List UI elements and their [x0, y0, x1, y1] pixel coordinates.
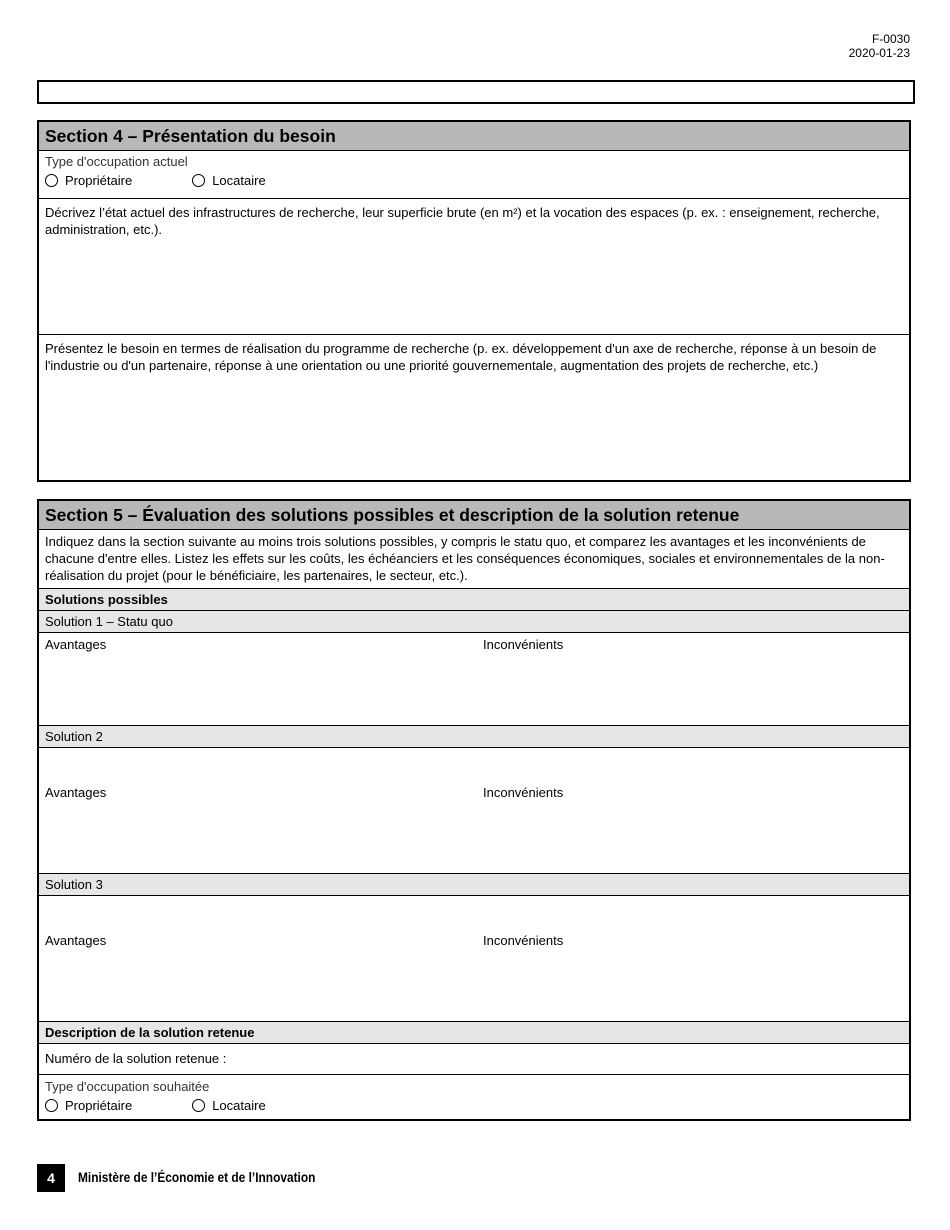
solution-3-fields[interactable] — [39, 896, 909, 1022]
solution-3-advantages-label: Avantages — [45, 933, 107, 948]
owner-label: Propriétaire — [65, 1098, 133, 1113]
infrastructure-description-field[interactable] — [39, 199, 909, 335]
tenant-label: Locataire — [212, 173, 266, 188]
owner-label: Propriétaire — [65, 173, 133, 188]
section-4 — [37, 120, 911, 482]
desired-occupation-options — [45, 1098, 903, 1113]
solution-3-title: Solution 3 — [39, 874, 909, 896]
solution-1-disadvantages-label: Inconvénients — [483, 637, 564, 652]
current-occupation-owner-option[interactable] — [45, 173, 132, 188]
tenant-radio[interactable] — [192, 174, 205, 187]
desired-occupation-row — [39, 1075, 909, 1116]
section-5-title: Section 5 – Évaluation des solutions possibles et description de la solution retenue — [39, 501, 909, 530]
desired-occupation-label: Type d'occupation souhaitée — [45, 1079, 210, 1094]
need-presentation-field[interactable] — [39, 335, 909, 482]
form-date: 2020-01-23 — [848, 46, 910, 60]
ministry-name: Ministère de l’Économie et de l’Innovation — [78, 1169, 316, 1185]
current-occupation-row — [39, 151, 909, 199]
solution-2-title: Solution 2 — [39, 726, 909, 748]
solution-1-advantages-label: Avantages — [45, 637, 107, 652]
infrastructure-description-prompt: Décrivez l’état actuel des infrastructures de recherche, leur superficie brute (en m²) et la vocation des espaces (p. ex. : enseignement, recherche, administration, etc.). — [45, 205, 880, 237]
tenant-label: Locataire — [212, 1098, 266, 1113]
solution-3-disadvantages-label: Inconvénients — [483, 933, 564, 948]
section-4-title: Section 4 – Présentation du besoin — [39, 122, 909, 151]
solutions-heading: Solutions possibles — [39, 589, 909, 611]
page-number: 4 — [37, 1164, 65, 1192]
solution-2-advantages-label: Avantages — [45, 785, 107, 800]
desired-occupation-tenant-option[interactable] — [192, 1098, 265, 1113]
desired-occupation-owner-option[interactable] — [45, 1098, 132, 1113]
owner-radio[interactable] — [45, 1099, 58, 1112]
retained-solution-number-field[interactable] — [39, 1044, 909, 1075]
need-presentation-prompt: Présentez le besoin en termes de réalisation du programme de recherche (p. ex. développement d'un axe de recherche, réponse à un besoin de l'industrie ou d'un partenaire, réponse à une orientation ou une priorité gouvernementale, augmentation des projets de recherche, etc.) — [45, 341, 877, 373]
retained-solution-number-label: Numéro de la solution retenue : — [45, 1051, 227, 1066]
section-5 — [37, 499, 911, 1121]
tenant-radio[interactable] — [192, 1099, 205, 1112]
solution-2-disadvantages-label: Inconvénients — [483, 785, 564, 800]
form-code: F-0030 — [871, 32, 910, 46]
section-5-instructions: Indiquez dans la section suivante au moins trois solutions possibles, y compris le statu quo, et comparez les avantages et les inconvénients de chacune d'entre elles. Listez les effets sur les coûts, les échéanciers et les conséquences économiques, sociales et environnementales de la non-réalisation du projet (pour le bénéficiaire, les partenaires, le secteur, etc.). — [39, 530, 909, 589]
solution-2-fields[interactable] — [39, 748, 909, 874]
owner-radio[interactable] — [45, 174, 58, 187]
current-occupation-tenant-option[interactable] — [192, 173, 265, 188]
solution-1-title: Solution 1 – Statu quo — [39, 611, 909, 633]
form-identifier — [849, 32, 910, 60]
current-occupation-options — [45, 173, 903, 188]
solution-1-fields[interactable] — [39, 633, 909, 726]
retained-solution-heading: Description de la solution retenue — [39, 1022, 909, 1044]
top-input-box[interactable] — [37, 80, 915, 104]
current-occupation-label: Type d'occupation actuel — [45, 154, 188, 169]
